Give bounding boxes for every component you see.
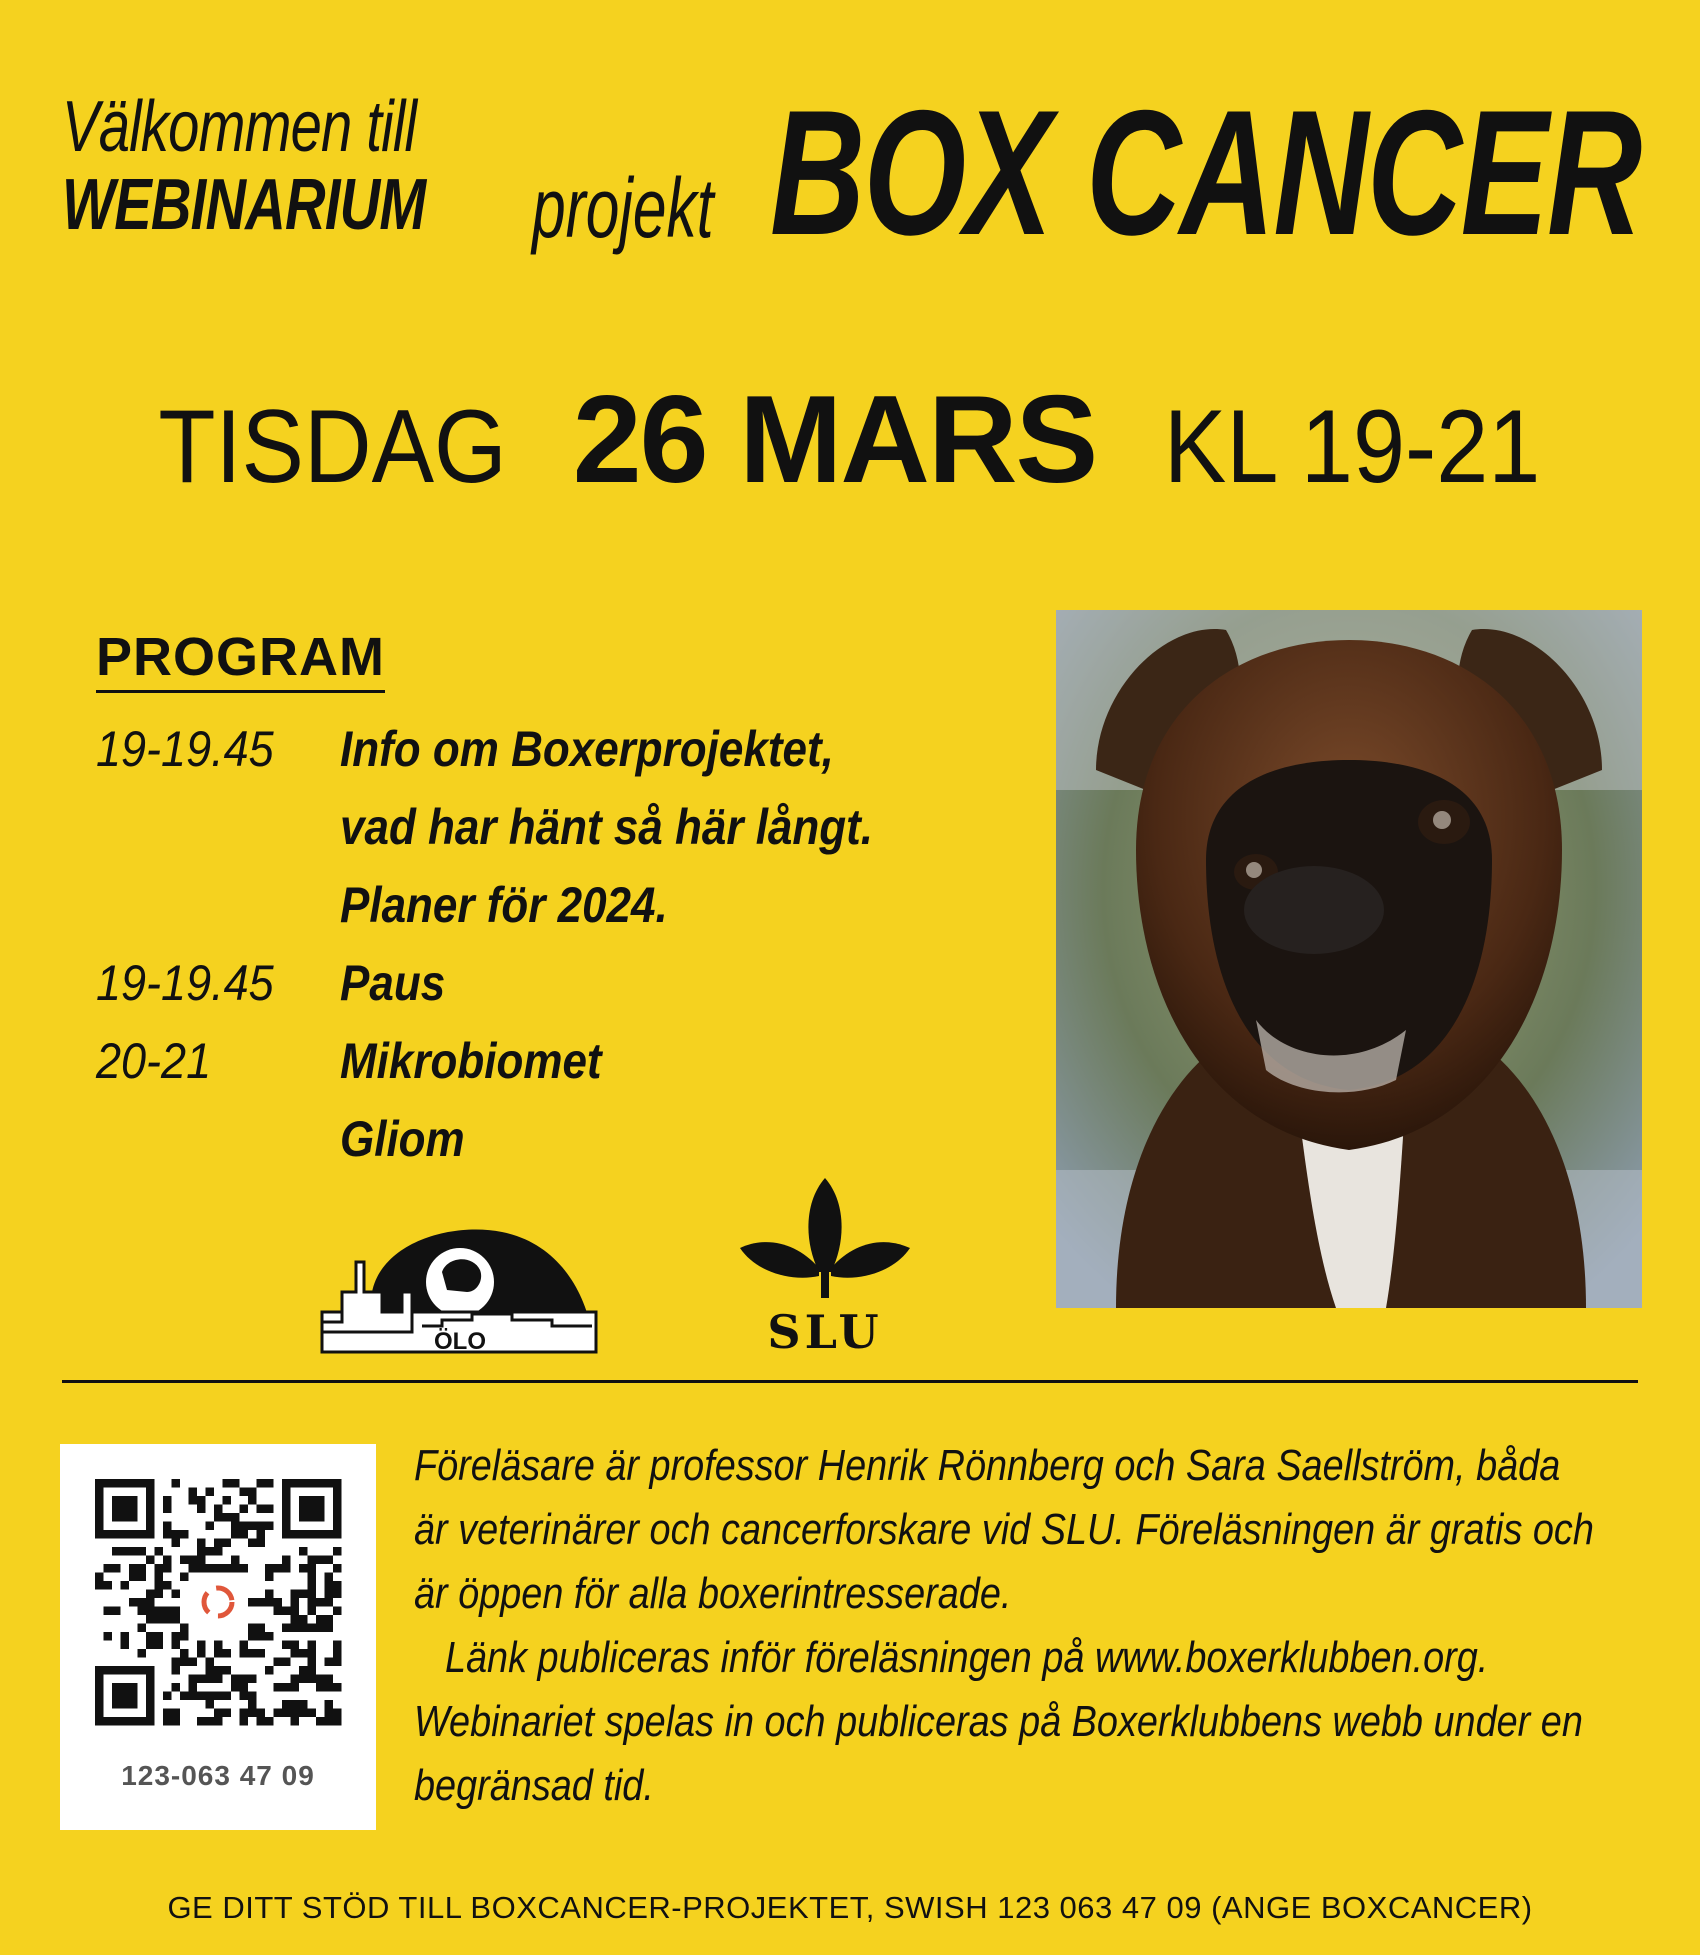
projekt-label: projekt bbox=[532, 161, 714, 255]
info-line: Föreläsare är professor Henrik Rönnberg och Sara Saellström, båda bbox=[414, 1441, 1561, 1490]
webinarium-label: WEBINARIUM bbox=[62, 165, 426, 245]
info-text bbox=[414, 1434, 1654, 1818]
program-time: 20-21 bbox=[96, 1033, 212, 1089]
slu-logo bbox=[736, 1172, 914, 1356]
program-row bbox=[96, 944, 1036, 1022]
program-item: Planer för 2024. bbox=[340, 877, 668, 933]
brand-title: BOX CANCER bbox=[770, 73, 1641, 272]
date-weekday: TISDAG bbox=[158, 389, 507, 505]
program-list bbox=[96, 710, 1036, 1178]
swish-qr-card bbox=[60, 1444, 376, 1830]
program-row bbox=[96, 710, 1036, 944]
slu-logo-text: SLU bbox=[767, 1305, 883, 1356]
date-day-month: 26 MARS bbox=[572, 371, 1097, 509]
program-heading: PROGRAM bbox=[96, 626, 385, 693]
program-row bbox=[96, 1022, 1036, 1178]
program-item: Mikrobiomet bbox=[340, 1033, 602, 1089]
date-time: KL 19-21 bbox=[1164, 389, 1541, 505]
program-item: Info om Boxerprojektet, bbox=[340, 721, 834, 777]
olo-logo-text: ÖLO bbox=[434, 1328, 486, 1355]
qr-code bbox=[60, 1444, 376, 1760]
info-line: är veterinärer och cancerforskare vid SLU. Föreläsningen är gratis och bbox=[414, 1505, 1594, 1554]
footer-support-text: GE DITT STÖD TILL BOXCANCER-PROJEKTET, SWISH 123 063 47 09 (ANGE BOXCANCER) bbox=[167, 1890, 1533, 1925]
program-time: 19-19.45 bbox=[96, 955, 274, 1011]
divider bbox=[62, 1380, 1638, 1383]
program-time: 19-19.45 bbox=[96, 721, 274, 777]
boxer-dog-photo bbox=[1056, 610, 1642, 1308]
welcome-block bbox=[62, 88, 502, 244]
info-line: Webinariet spelas in och publiceras på Boxerklubbens webb under en bbox=[414, 1697, 1583, 1746]
welcome-line: Välkommen till bbox=[62, 87, 417, 167]
info-line: är öppen för alla boxerintresserade. bbox=[414, 1569, 1012, 1618]
program-item: vad har hänt så här långt. bbox=[340, 799, 874, 855]
info-link-line: Länk publiceras inför föreläsningen på www.boxerklubben.org. bbox=[444, 1633, 1489, 1682]
swish-number: 123-063 47 09 bbox=[121, 1760, 315, 1791]
info-line: begränsad tid. bbox=[414, 1761, 654, 1810]
olo-logo bbox=[312, 1222, 598, 1356]
program-item: Gliom bbox=[340, 1111, 465, 1167]
event-date bbox=[0, 371, 1700, 509]
program-item: Paus bbox=[340, 955, 446, 1011]
